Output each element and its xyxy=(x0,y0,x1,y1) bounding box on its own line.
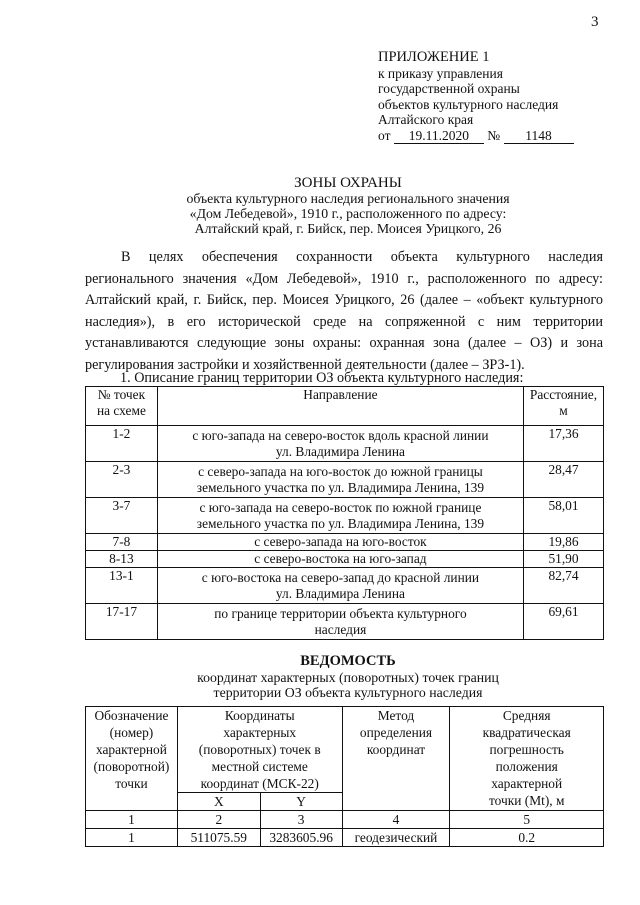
cell-direction xyxy=(157,568,523,604)
table-row xyxy=(86,551,604,568)
from-label: от xyxy=(378,127,391,143)
header-text: Средняя xyxy=(502,708,551,723)
section-title: 1. Описание границ территории ОЗ объекта культурного наследия: xyxy=(120,370,524,386)
cell-number: 5 xyxy=(450,811,604,829)
header-text: на схеме xyxy=(96,403,146,418)
header-y: Y xyxy=(260,793,342,811)
appendix-line: Алтайского края xyxy=(378,112,474,127)
header-text: координат xyxy=(366,742,426,757)
cell-number: 2 xyxy=(177,811,260,829)
number-label: № xyxy=(487,127,501,143)
header-text: определения xyxy=(359,725,433,740)
direction-line: ул. Владимира Ленина xyxy=(275,443,405,459)
direction-line: с юго-востока на северо-запад до красной линии xyxy=(201,569,480,585)
header-text: (номер) xyxy=(109,725,154,740)
header-text: (поворотной) xyxy=(93,759,170,774)
cell-distance: 58,01 xyxy=(524,498,604,534)
document-title: ЗОНЫ ОХРАНЫ xyxy=(294,175,402,191)
cell-distance: 51,90 xyxy=(524,551,604,568)
cell-distance: 28,47 xyxy=(524,462,604,498)
coordinates-table xyxy=(85,706,604,847)
appendix-line: объектов культурного наследия xyxy=(378,96,559,112)
header-text: координат (МСК-22) xyxy=(200,776,319,791)
cell-points: 8-13 xyxy=(86,551,158,568)
direction-line: земельного участка по ул. Владимира Ленина, 139 xyxy=(196,515,485,531)
cell-points: 1-2 xyxy=(86,426,158,462)
header-direction: Направление xyxy=(157,387,523,426)
header-text: м xyxy=(559,403,568,418)
header-text: (поворотных) точек в xyxy=(198,742,321,757)
statement-subtitle xyxy=(28,670,640,700)
cell-distance: 82,74 xyxy=(524,568,604,604)
cell-points: 13-1 xyxy=(86,568,158,604)
header-text: положения xyxy=(495,759,558,774)
statement-line: координат характерных (поворотных) точек границ xyxy=(197,670,499,685)
direction-line: с юго-запада на северо-восток вдоль красной линии xyxy=(192,427,489,443)
direction-line: с северо-запада на юго-восток до южной границы xyxy=(198,463,483,479)
cell-method: геодезический xyxy=(342,829,450,847)
header-text: характерных xyxy=(223,725,297,740)
header-text: характерной xyxy=(491,776,563,791)
table-row xyxy=(86,498,604,534)
cell-x: 511075.59 xyxy=(177,829,260,847)
header-text: характерной xyxy=(95,742,167,757)
subtitle-line: Алтайский край, г. Бийск, пер. Моисея Урицкого, 26 xyxy=(194,221,502,236)
order-number: 1148 xyxy=(504,129,574,144)
cell-direction xyxy=(157,534,523,551)
cell-direction xyxy=(157,551,523,568)
table-row xyxy=(86,534,604,551)
cell-direction xyxy=(157,426,523,462)
cell-points: 7-8 xyxy=(86,534,158,551)
direction-line: наследия xyxy=(314,621,367,637)
direction-line: ул. Владимира Ленина xyxy=(275,585,405,601)
header-error xyxy=(450,707,604,811)
appendix-line: государственной охраны xyxy=(378,81,520,96)
cell-direction xyxy=(157,498,523,534)
header-text: № точек xyxy=(97,387,146,402)
header-text: точки xyxy=(115,776,148,791)
header-coordinates xyxy=(177,707,342,793)
page-number: 3 xyxy=(591,14,599,30)
cell-y: 3283605.96 xyxy=(260,829,342,847)
header-distance xyxy=(524,387,604,426)
cell-point: 1 xyxy=(86,829,178,847)
direction-line: с юго-запада на северо-восток по южной границе xyxy=(199,499,482,515)
table-row xyxy=(86,462,604,498)
direction-line: с северо-востока на юго-запад xyxy=(254,551,427,566)
direction-line: по границе территории объекта культурного xyxy=(214,605,467,621)
cell-distance: 17,36 xyxy=(524,426,604,462)
header-x: X xyxy=(177,793,260,811)
appendix-header xyxy=(378,50,574,144)
cell-distance: 69,61 xyxy=(524,604,604,640)
cell-number: 4 xyxy=(342,811,450,829)
subtitle-line: объекта культурного наследия регионального значения xyxy=(186,191,510,206)
cell-error: 0.2 xyxy=(450,829,604,847)
header-text: местной системе xyxy=(211,759,308,774)
table-row xyxy=(86,426,604,462)
cell-number: 3 xyxy=(260,811,342,829)
appendix-date-line xyxy=(378,128,574,144)
cell-number: 1 xyxy=(86,811,178,829)
direction-line: с северо-запада на юго-восток xyxy=(254,534,427,549)
subtitle-line: «Дом Лебедевой», 1910 г., расположенного по адресу: xyxy=(189,206,507,221)
direction-line: земельного участка по ул. Владимира Ленина, 139 xyxy=(196,479,485,495)
table-row xyxy=(86,604,604,640)
table-header-row xyxy=(86,707,604,793)
header-method xyxy=(342,707,450,811)
header-points xyxy=(86,387,158,426)
cell-points: 17-17 xyxy=(86,604,158,640)
header-text: Обозначение xyxy=(94,708,169,723)
appendix-title: ПРИЛОЖЕНИЕ 1 xyxy=(378,49,490,65)
header-text: квадратическая xyxy=(482,725,571,740)
order-date: 19.11.2020 xyxy=(394,129,484,144)
statement-line: территории ОЗ объекта культурного наследия xyxy=(213,685,483,700)
table-header-row xyxy=(86,387,604,426)
cell-direction xyxy=(157,462,523,498)
appendix-line: к приказу управления xyxy=(378,65,503,81)
header-text: Метод xyxy=(377,708,415,723)
table-row xyxy=(86,829,604,847)
table-row xyxy=(86,568,604,604)
intro-paragraph xyxy=(85,247,603,377)
header-text: погрешность xyxy=(489,742,564,757)
header-text: Координаты xyxy=(224,708,295,723)
borders-table xyxy=(85,386,604,640)
header-text: Расстояние, xyxy=(529,387,598,402)
statement-title: ВЕДОМОСТЬ xyxy=(300,653,396,669)
header-point xyxy=(86,707,178,811)
header-text: точки (Mt), м xyxy=(488,793,565,808)
document-subtitle xyxy=(28,191,640,236)
cell-points: 3-7 xyxy=(86,498,158,534)
cell-direction xyxy=(157,604,523,640)
cell-points: 2-3 xyxy=(86,462,158,498)
numbering-row xyxy=(86,811,604,829)
cell-distance: 19,86 xyxy=(524,534,604,551)
intro-text: В целях обеспечения сохранности объекта культурного наследия регионального значения «Дом Лебедевой», 1910 г., расположенного по адресу: Алтайский край, г. Бийск, пер. Моисея Урицкого, 26 (далее – «объект культурного наследия»), в его исторической среде на сопряженной с ним территории устанавливаются следующие зоны охраны: охранная зона (далее – ОЗ) и зона регулирования застройки и хозяйственной деятельности (далее – ЗРЗ-1). xyxy=(85,249,603,373)
